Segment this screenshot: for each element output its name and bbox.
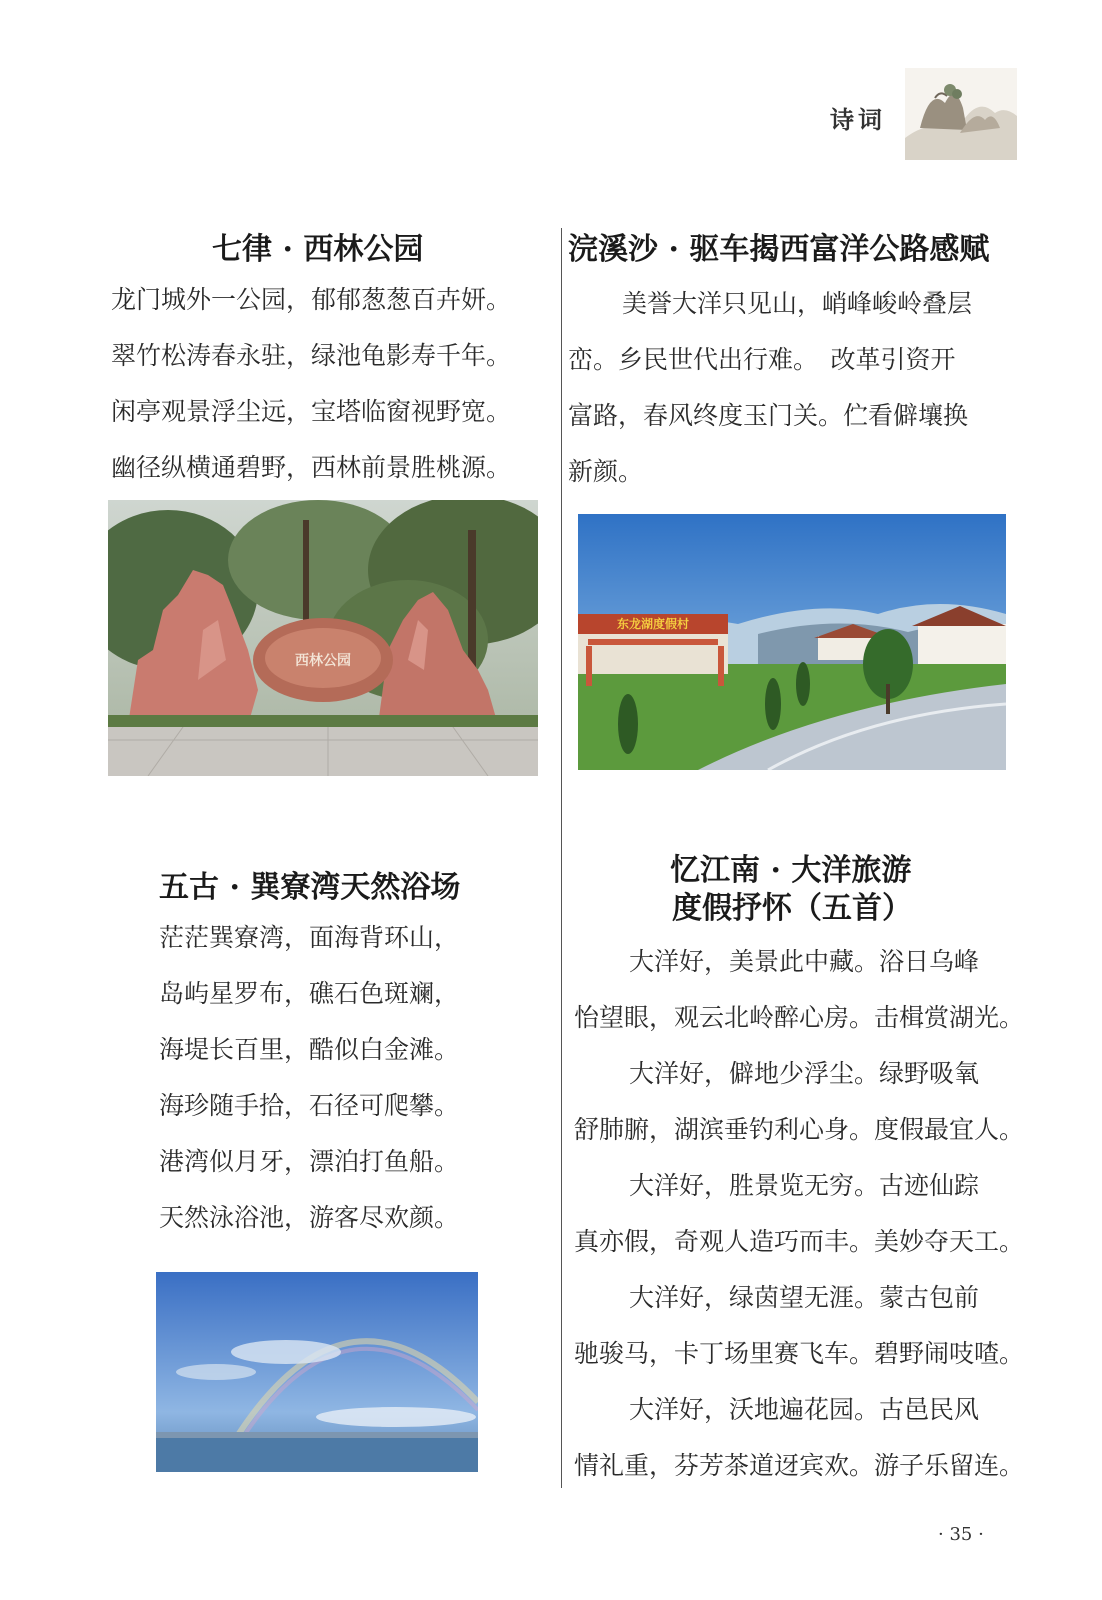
poem-line: 大洋好，胜景览无穷。古迹仙踪 xyxy=(629,1171,980,1200)
poem-line: 舒肺腑，湖滨垂钓利心身。度假最宜人。 xyxy=(574,1115,1025,1144)
poem-line: 海珍随手拾，石径可爬攀。 xyxy=(159,1091,460,1120)
poem-line: 岛屿星罗布，礁石色斑斓， xyxy=(159,979,460,1008)
poem-line: 港湾似月牙，漂泊打鱼船。 xyxy=(159,1147,460,1176)
xilin-park-photo xyxy=(108,500,538,776)
poem-line: 茫茫巽寮湾，面海背环山， xyxy=(159,923,460,952)
resort-photo xyxy=(578,514,1006,770)
poem-line: 情礼重，芬芳茶道迓宾欢。游子乐留连。 xyxy=(574,1451,1025,1480)
poem-line: 大洋好，美景此中藏。浴日乌峰 xyxy=(629,947,980,976)
sea-rainbow-photo xyxy=(156,1272,478,1472)
poem-line: 怡望眼，观云北岭醉心房。击楫赏湖光。 xyxy=(574,1003,1025,1032)
column-divider xyxy=(561,228,562,1488)
poem-line: 幽径纵横通碧野，西林前景胜桃源。 xyxy=(111,453,512,482)
poem-title-dayang-line1: 忆江南 · 大洋旅游 xyxy=(670,853,912,888)
poem-line: 大洋好，沃地遍花园。古邑民风 xyxy=(629,1395,980,1424)
landscape-ornament-icon xyxy=(905,68,1017,160)
page-number: · 35 · xyxy=(938,1524,984,1545)
poem-title-dayang-line2: 度假抒怀（五首） xyxy=(672,891,912,926)
poem-line: 翠竹松涛春永驻，绿池龟影寿千年。 xyxy=(111,341,512,370)
poem-line: 大洋好，绿茵望无涯。蒙古包前 xyxy=(629,1283,980,1312)
poem-line: 美誉大洋只见山，峭峰峻岭叠层 xyxy=(622,289,973,318)
poem-title-xilin-park: 七律 · 西林公园 xyxy=(212,232,424,267)
poem-title-fuyang-road: 浣溪沙 · 驱车揭西富洋公路感赋 xyxy=(568,232,990,267)
poem-line: 天然泳浴池，游客尽欢颜。 xyxy=(159,1203,460,1232)
poem-line: 真亦假，奇观人造巧而丰。美妙夺天工。 xyxy=(574,1227,1025,1256)
poem-line: 闲亭观景浮尘远，宝塔临窗视野宽。 xyxy=(111,397,512,426)
poem-line: 龙门城外一公园，郁郁葱葱百卉妍。 xyxy=(111,285,512,314)
poem-line: 大洋好，僻地少浮尘。绿野吸氧 xyxy=(629,1059,980,1088)
poem-line: 海堤长百里，酷似白金滩。 xyxy=(159,1035,460,1064)
section-label: 诗词 xyxy=(830,105,886,134)
poem-line: 峦。乡民世代出行难。 改革引资开 xyxy=(568,345,956,374)
park-sign-text: 西林公园 xyxy=(295,653,351,669)
poem-line: 富路，春风终度玉门关。伫看僻壤换 xyxy=(568,401,969,430)
poem-line: 驰骏马，卡丁场里赛飞车。碧野闹吱喳。 xyxy=(574,1339,1025,1368)
poem-title-xunliao-bay: 五古 · 巽寮湾天然浴场 xyxy=(159,870,461,905)
poem-line: 新颜。 xyxy=(568,457,644,486)
resort-sign-text: 东龙湖度假村 xyxy=(616,617,690,631)
